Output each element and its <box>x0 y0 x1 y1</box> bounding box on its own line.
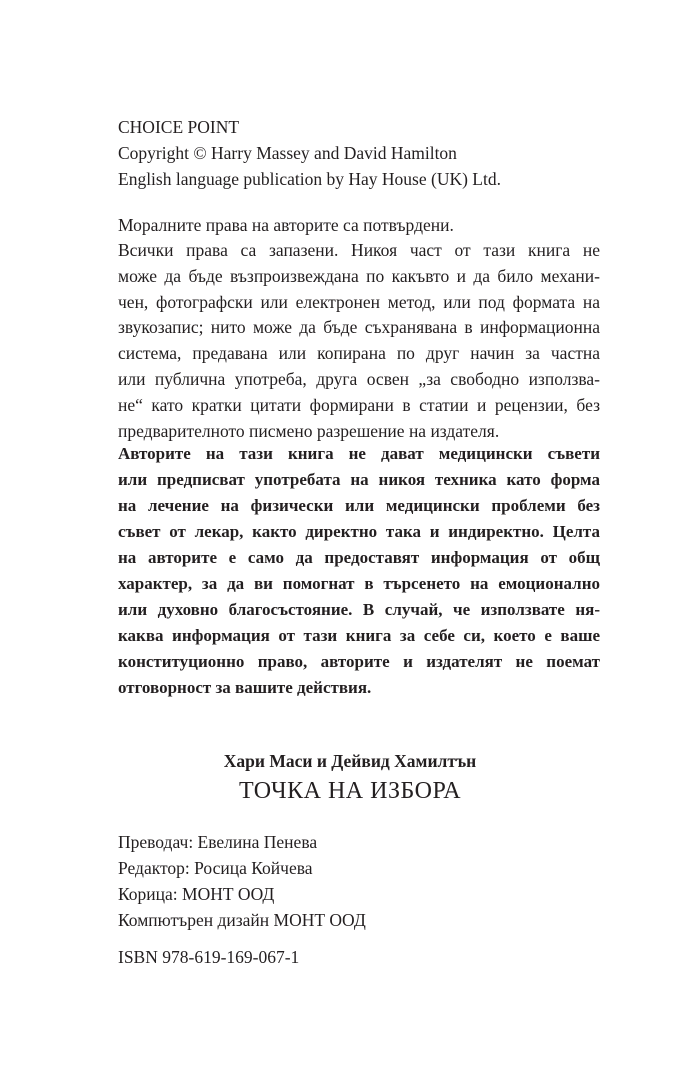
disclaimer-line: отговорност за вашите действия. <box>118 678 372 697</box>
rights-line: чен, фотографски или електронен метод, или под формата на <box>118 291 600 312</box>
rights-line: може да бъде възпроизвеждана по какъвто и да било механи- <box>118 265 600 286</box>
series-name: CHOICE POINT <box>118 117 240 137</box>
translator-credit: Преводач: Евелина Пенева <box>118 832 318 852</box>
disclaimer-line: или предписват употребата на никоя техника като форма <box>118 470 600 489</box>
isbn: ISBN 978-619-169-067-1 <box>118 947 300 967</box>
disclaimer-line: конституционно право, авторите и издателят не поемат <box>118 652 600 671</box>
rights-line: звукозапис; нито може да бъде съхранявана в информационна <box>118 317 600 338</box>
isbn-block <box>118 944 600 970</box>
disclaimer-line: характер, за да ви помогнат в търсенето на емоционално <box>118 574 600 593</box>
rights-line: или публична употреба, друга освен „за свободно използва- <box>118 368 600 389</box>
moral-rights-line: Моралните права на авторите са потвърдени. <box>118 215 454 235</box>
english-publication-line: English language publication by Hay House (UK) Ltd. <box>118 169 501 189</box>
copyright-line: Copyright © Harry Massey and David Hamilton <box>118 143 457 163</box>
disclaimer-line: на лечение на физически или медицински проблеми без <box>118 496 600 515</box>
rights-paragraph <box>118 212 600 444</box>
publisher-info <box>118 114 600 192</box>
credits <box>118 829 600 933</box>
rights-line: не“ като кратки цитати формирани в статии и рецензии, без <box>118 394 600 415</box>
medical-disclaimer <box>118 441 600 701</box>
rights-line: Всички права са запазени. Никоя част от тази книга не <box>118 240 600 260</box>
book-title: ТОЧКА НА ИЗБОРА <box>238 778 462 804</box>
design-credit: Компютърен дизайн МОНТ ООД <box>118 910 366 930</box>
book-authors: Хари Маси и Дейвид Хамилтън <box>223 751 477 771</box>
disclaimer-line: каква информация от тази книга за себе си, което е ваше <box>118 626 600 645</box>
disclaimer-line: или духовно благосъстояние. В случай, че използвате ня- <box>118 600 600 619</box>
disclaimer-line: съвет от лекар, както директно така и индиректно. Целта <box>118 522 600 541</box>
cover-credit: Корица: МОНТ ООД <box>118 884 275 904</box>
rights-line: система, предавана или копирана по друг начин за частна <box>118 343 600 364</box>
disclaimer-line: Авторите на тази книга не дават медицински съвети <box>118 444 600 463</box>
editor-credit: Редактор: Росица Койчева <box>118 858 313 878</box>
disclaimer-line: на авторите е само да предоставят информация от общ <box>118 548 600 567</box>
rights-line: предварителното писмено разрешение на издателя. <box>118 420 500 441</box>
